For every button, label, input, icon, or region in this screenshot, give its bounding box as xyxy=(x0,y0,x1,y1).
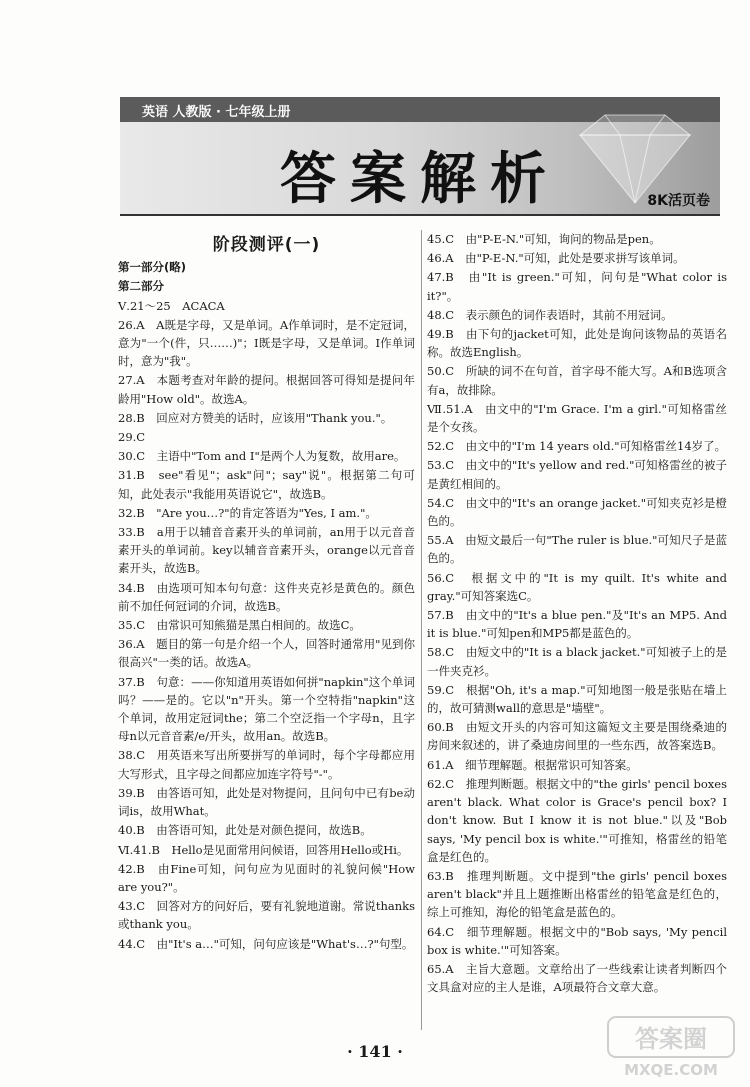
answer-item: 26.A A既是字母，又是单词。A作单词时，是不定冠词，意为"一个(件，只……)"；I既是字母，又是单词。I作单词时，意为"我"。 xyxy=(118,317,415,369)
answer-item: 56.C 根据文中的"It is my quilt. It's white and gray."可知答案选C。 xyxy=(427,570,727,603)
edition-badge: 8K活页卷 xyxy=(647,193,710,209)
answer-item: Ⅴ.21～25 ACACA xyxy=(118,298,225,313)
answer-item: 58.C 由短文中的"It is a black jacket."可知被子上的是一件夹克衫。 xyxy=(427,645,727,678)
answer-item: 39.B 由答语可知，此处是对物提问，且问句中已有be动词is，故用What。 xyxy=(118,785,415,819)
answer-item: 29.C xyxy=(118,430,146,445)
answer-item: 44.C 由"It's a…"可知，问句应该是"What's…?"句型。 xyxy=(118,936,414,951)
answer-item: 42.B 由Fine可知，问句应为见面时的礼貌问候"How are you?"。 xyxy=(118,861,415,894)
answer-item: 61.A 细节理解题。根据常识可知答案。 xyxy=(427,757,638,772)
answer-item: 63.B 推理判断题。文中提到"the girls' pencil boxes aren't black"并且上题推断出格雷丝的铅笔盒是红色的，综上可推知，海伦的铅笔盒是蓝色的。 xyxy=(427,868,727,920)
answer-item: 30.C 主语中"Tom and I"是两个人为复数，故用are。 xyxy=(118,449,406,464)
watermark-url: MXQE.COM xyxy=(624,1061,718,1079)
answer-item: 53.C 由文中的"It's yellow and red."可知格雷丝的被子是黄红相间的。 xyxy=(427,458,727,491)
answer-item: 65.A 主旨大意题。文章给出了一些线索让读者判断四个文具盒对应的主人是谁，A项最符合文章大意。 xyxy=(427,961,727,995)
answer-item: 38.C 用英语来写出所要拼写的单词时，每个字母都应用大写形式，且字母之间都应加连字符号"-"。 xyxy=(118,748,415,781)
answer-item: 31.B see"看见"；ask"问"；say"说"。根据第二句可知，此处表示"我能用英语说它"，故选B。 xyxy=(118,468,415,501)
right-column xyxy=(427,230,727,997)
answer-item: 57.B 由文中的"It's a blue pen."及"It's an MP5. And it is blue."可知pen和MP5都是蓝色的。 xyxy=(427,608,727,641)
column-divider xyxy=(421,230,422,1030)
answer-item: 50.C 所缺的词不在句首，首字母不能大写。A和B选项含有a，故排除。 xyxy=(427,364,727,397)
answer-item: 64.C 细节理解题。根据文中的"Bob says, 'My pencil box is white.'"可知答案。 xyxy=(427,924,727,957)
answer-item: 35.C 由常识可知熊猫是黑白相间的。故选C。 xyxy=(118,618,361,633)
book-subtitle: 英语 人教版 · 七年级上册 xyxy=(142,105,291,120)
page-title: 答案解析 xyxy=(280,147,560,212)
answer-item: 60.B 由短文开头的内容可知这篇短文主要是围绕桑迪的房间来叙述的，讲了桑迪房间里的一些东西，故答案选B。 xyxy=(427,720,727,753)
answer-item: 40.B 由答语可知，此处是对颜色提问，故选B。 xyxy=(118,823,372,838)
answer-item: 54.C 由文中的"It's an orange jacket."可知夹克衫是橙色的。 xyxy=(427,495,727,529)
answer-item: Ⅵ.41.B Hello是见面常用问候语，回答用Hello或Hi。 xyxy=(118,842,409,857)
answer-item: 47.B 由"It is green."可知，问句是"What color is it?"。 xyxy=(427,270,727,303)
answer-item: 28.B 回应对方赞美的话时，应该用"Thank you."。 xyxy=(118,410,393,425)
answer-item: 第二部分 xyxy=(118,279,164,294)
right-answer-list xyxy=(427,230,727,996)
answer-item: 34.B 由选项可知本句句意：这件夹克衫是黄色的。颜色前不加任何冠词的介词，故选B。 xyxy=(118,580,415,613)
page-number: · 141 · xyxy=(347,1042,403,1061)
header-banner xyxy=(120,97,720,216)
answer-item: 33.B a用于以辅音音素开头的单词前，an用于以元音音素开头的单词前。key以辅音音素开头，orange以元音音素开头，故选B。 xyxy=(118,525,415,576)
answer-item: 55.A 由短文最后一句"The ruler is blue."可知尺子是蓝色的。 xyxy=(427,533,727,566)
answer-item: 52.C 由文中的"I'm 14 years old."可知格雷丝14岁了。 xyxy=(427,439,727,454)
section-title: 阶段测评(一) xyxy=(212,235,321,255)
answer-item: Ⅶ.51.A 由文中的"I'm Grace. I'm a girl."可知格雷丝是个女孩。 xyxy=(427,401,727,435)
answer-item: 37.B 句意：——你知道用英语如何拼"napkin"这个单词吗？——是的。它以"n"开头。第一个空特指"napkin"这个单词，故用定冠词the；第二个空泛指一个字母n，且字母n以元音音素/e/开头，故用an。故选B。 xyxy=(118,674,415,744)
watermark-logo xyxy=(606,1015,736,1079)
answer-item: 36.A 题目的第一句是介绍一个人，回答时通常用"见到你很高兴"一类的话。故选A。 xyxy=(118,637,415,670)
answer-item: 48.C 表示颜色的词作表语时，其前不用冠词。 xyxy=(427,307,673,322)
watermark-logo-text: 答案圈 xyxy=(635,1025,707,1053)
answer-item: 27.A 本题考查对年龄的提问。根据回答可得知是提问年龄用"How old"。故选A。 xyxy=(118,373,415,406)
answer-item: 62.C 推理判断题。根据文中的"the girls' pencil boxes aren't black. What color is Grace's pencil box? I don't know. But I know it is not blue."以及"Bob says, 'My pencil box is white.'"可推知，格雷丝的铅笔盒是红色的。 xyxy=(427,776,727,864)
answer-item: 59.C 根据"Oh, it's a map."可知地图一般是张贴在墙上的，故可猜测wall的意思是"墙壁"。 xyxy=(427,682,727,716)
left-column xyxy=(118,230,415,954)
answer-item: 45.C 由"P-E-N."可知，询问的物品是pen。 xyxy=(427,232,661,246)
answer-item: 第一部分(略) xyxy=(118,260,187,275)
answer-item: 43.C 回答对方的问好后，要有礼貌地道谢。常说thanks或thank you。 xyxy=(118,899,415,932)
answer-item: 32.B "Are you…?"的肯定答语为"Yes, I am."。 xyxy=(118,505,377,520)
answer-item: 49.B 由下句的jacket可知，此处是询问该物品的英语名称。故选English。 xyxy=(427,327,727,360)
left-answer-list xyxy=(118,258,415,953)
answer-item: 46.A 由"P-E-N."可知，此处是要求拼写该单词。 xyxy=(427,251,685,266)
